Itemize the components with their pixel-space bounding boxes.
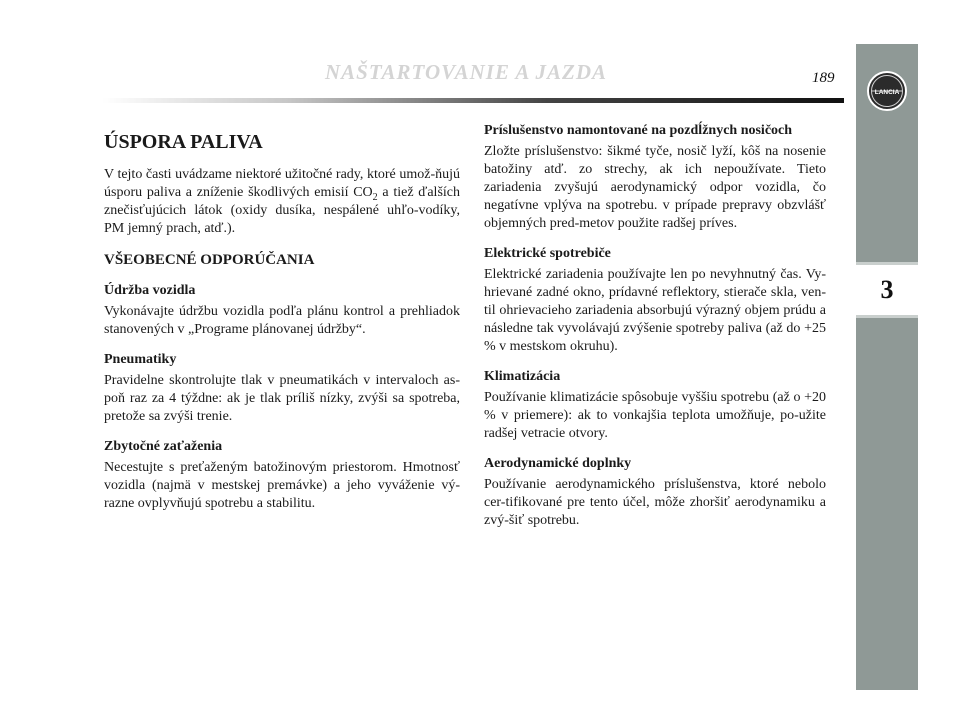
chapter-number: 3 (880, 275, 894, 304)
electric-heading: Elektrické spotrebiče (484, 246, 611, 261)
ac-heading: Klimatizácia (484, 369, 561, 384)
racks-text: Zložte príslušenstvo: šikmé tyče, nosič lyží, kôš na nosenie batožiny atď. zo strechy, ak ich nepoužívate. Tieto zariadenia zvyšujú aerodynamický odpor vozidla, čo negatívne vplýva na spotrebu. v prípade prepravy obzvlášť objemných pred-metov použite radšej príves. (484, 144, 826, 231)
section-title: VŠEOBECNÉ ODPORÚČANIA (104, 252, 315, 268)
racks-heading: Príslušenstvo namontované na pozdĺžnych nosičoch (484, 123, 793, 138)
intro-paragraph (104, 166, 460, 238)
ac-text: Používanie klimatizácie spôsobuje vyššiu spotrebu (až o +20 % v priemere): ak to vonkajšia teplota umožňuje, po-užite radšej vetracie otvory. (484, 390, 826, 441)
logo-text: LANCIA (874, 89, 900, 96)
tyres-text: Pravidelne skontrolujte tlak v pneumatikách v intervaloch as-poň raz za 4 týždne: ak je tlak príliš nízky, zvýši sa spotreba, pretože sa zvýši trenie. (104, 373, 460, 424)
page-number: 189 (812, 70, 835, 86)
intro-text-a: V tejto časti uvádzame niektoré užitočné rady, ktoré umož-ňujú úsporu paliva a zníženie škodlivých emisií CO (104, 167, 460, 200)
loads-text: Necestujte s preťaženým batožinovým priestorom. Hmotnosť vozidla (najmä v mestskej premávke) a jeho vyváženie vý-razne ovplyvňujú spotrebu a stabilitu. (104, 460, 460, 511)
left-column (104, 118, 460, 525)
chapter-sidebar (856, 44, 918, 690)
co2-subscript: 2 (372, 191, 378, 203)
electric-text: Elektrické zariadenia používajte len po nevyhnutný čas. Vy-hrievané zadné okno, prídavné reflektory, stierače skla, ven-til ohrievacieho zariadenia absorbujú výrazný objem prúdu a následne tak vyvolávajú zvýšenie spotreby paliva (až do +25 % v mestskom okruhu). (484, 267, 826, 354)
chapter-tab[interactable] (856, 262, 918, 318)
maintenance-text: Vykonávajte údržbu vozidla podľa plánu kontrol a prehliadok stanovených v „Programe plánovanej údržby“. (104, 304, 460, 337)
running-header: NAŠTARTOVANIE A JAZDA (325, 60, 608, 84)
right-column (484, 118, 826, 542)
loads-heading: Zbytočné zaťaženia (104, 439, 223, 454)
maintenance-heading: Údržba vozidla (104, 283, 196, 298)
page-title: ÚSPORA PALIVA (104, 131, 263, 153)
aero-heading: Aerodynamické doplnky (484, 456, 632, 471)
lancia-logo-icon (866, 70, 908, 112)
aero-text: Používanie aerodynamického príslušenstva, ktoré nebolo cer-tifikované pre tento účel, môže zhoršiť aerodynamiku a zvý-šiť spotrebu. (484, 477, 826, 528)
tyres-heading: Pneumatiky (104, 352, 177, 367)
intro-text-b: a tiež ďalších znečisťujúcich látok (oxidy dusíka, nespálené uhľo-vodíky, PM jemný prach, atď.). (104, 185, 460, 236)
header-rule (102, 98, 844, 103)
